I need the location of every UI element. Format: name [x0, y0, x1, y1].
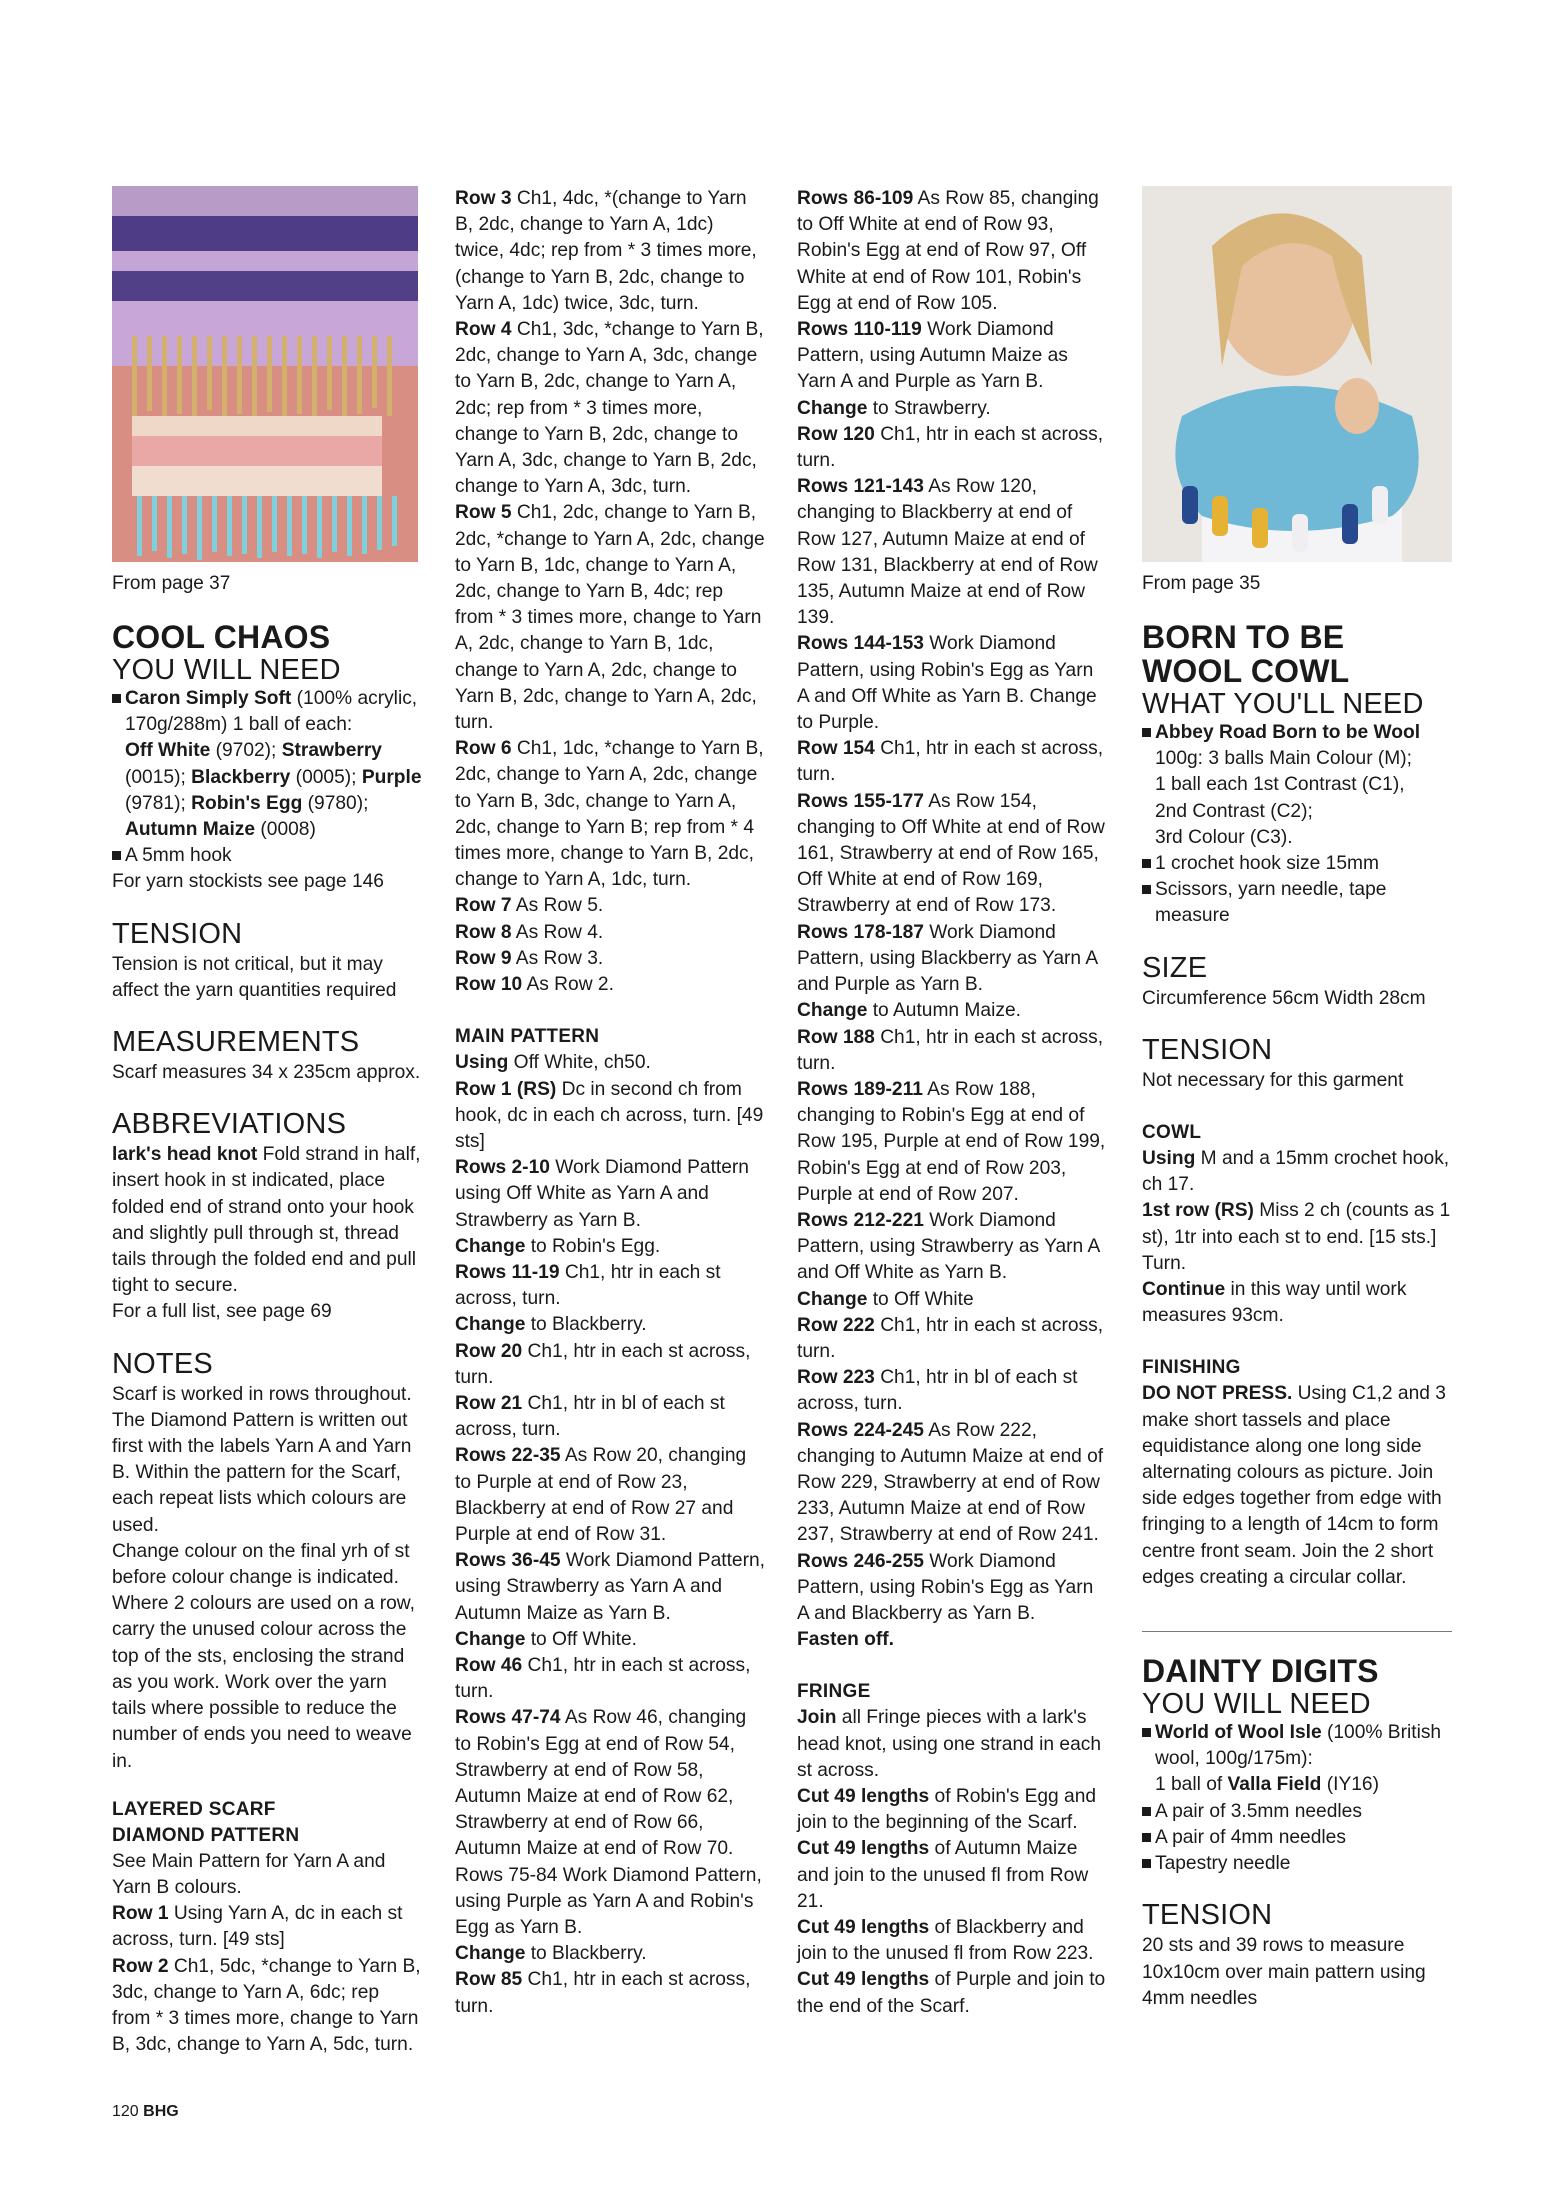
row-label: Change [455, 1314, 526, 1336]
pattern-row [455, 1077, 765, 1156]
section-heading: MAIN PATTERN [455, 1026, 600, 1048]
row-text: Ch1, htr in each st across, turn. [797, 423, 1104, 472]
magazine-name: BHG [143, 2103, 179, 2120]
row-text: of Autumn Maize and join to the unused fl from Row 21. [797, 1838, 1089, 1912]
row-label: Row 188 [797, 1026, 875, 1048]
pattern-row [455, 1941, 765, 1967]
row-label: Change [797, 397, 868, 419]
row-label: Row 1 (RS) [455, 1078, 557, 1100]
row-label: Rows 22-35 [455, 1445, 561, 1467]
row-text: As Row 46, changing to Robin's Egg at end of Row 54, Strawberry at end of Row 58, Autumn Maize at end of Row 62, Strawberry at end of Row 66, Autumn Maize at end of Row 70. [455, 1707, 747, 1860]
row-label: Rows 224-245 [797, 1419, 924, 1441]
row-label: Row 6 [455, 738, 512, 760]
pattern-row [797, 474, 1107, 631]
pattern-row [797, 1915, 1107, 1967]
row-label: Rows 2-10 [455, 1157, 550, 1179]
pattern-row [797, 736, 1107, 788]
row-text: As Row 85, changing to Off White at end of Row 93, Robin's Egg at end of Row 97, Off White at end of Row 101, Robin's Egg at end of Row 105. [797, 188, 1099, 314]
row-label: Rows 189-211 [797, 1078, 923, 1100]
what-youll-need-heading: WHAT YOU'LL NEED [1142, 688, 1424, 720]
row-text: Rows 75-84 Work Diamond Pattern, using Purple as Yarn A and Robin's Egg as Yarn B. [455, 1864, 762, 1938]
row-label: Rows 144-153 [797, 633, 924, 655]
row-text: Work Diamond Pattern using Off White as Yarn A and Strawberry as Yarn B. [455, 1157, 749, 1231]
pattern-row: Continue in this way until work measures 93cm. [1142, 1279, 1407, 1327]
row-text: As Row 120, changing to Blackberry at end of Row 127, Autumn Maize at end of Row 131, Blackberry at end of Row 135, Autumn Maize at end of Row 139. [797, 476, 1098, 629]
row-label: Change [455, 1235, 526, 1257]
row-text: Ch1, 1dc, *change to Yarn B, 2dc, change to Yarn A, 2dc, change to Yarn B, 3dc, change to Yarn A, 2dc, change to Yarn B; rep from * 4 times more, change to Yarn B, 2dc, change to Yarn A, 1dc, turn. [455, 738, 764, 891]
pattern-row [455, 1391, 765, 1443]
row-text: Work Diamond Pattern, using Strawberry as Yarn A and Off White as Yarn B. [797, 1209, 1100, 1284]
pattern-row [455, 1312, 765, 1338]
cowl-photo [1142, 186, 1452, 562]
pattern-row: 1st row (RS) Miss 2 ch (counts as 1 st), 1tr into each st to end. [15 sts.] Turn. [1142, 1200, 1451, 1274]
size-text: Circumference 56cm Width 28cm [1142, 987, 1426, 1009]
tension-text: Tension is not critical, but it may affect the yarn quantities required [112, 953, 397, 1001]
row-text: Ch1, htr in each st across, turn. [797, 1314, 1104, 1362]
scarf-illustration [112, 186, 418, 562]
row-label: Row 9 [455, 947, 512, 969]
pattern-row [455, 1443, 765, 1548]
finishing-text: DO NOT PRESS. Using C1,2 and 3 make short tassels and place equidistance along one long side alternating colours as picture. Join side edges together from edge with fringing to a length of 14cm to form centre front seam. Join the 2 short edges creating a circular collar. [1142, 1383, 1446, 1588]
tension-text: 20 sts and 39 rows to measure 10x10cm over main pattern using 4mm needles [1142, 1935, 1426, 2009]
pattern-column-2 [455, 186, 765, 2020]
cool-chaos-column [112, 186, 422, 2058]
pattern-row [797, 920, 1107, 999]
row-label: Row 120 [797, 423, 875, 445]
materials-list [1142, 1720, 1452, 1877]
pattern-row [797, 1313, 1107, 1365]
row-label: Cut 49 lengths [797, 1969, 930, 1991]
cowl-column [1142, 186, 1452, 2012]
page-number: 120 [112, 2103, 139, 2120]
pattern-row [797, 1549, 1107, 1628]
section-heading: FRINGE [797, 1681, 871, 1703]
row-label: Row 154 [797, 738, 875, 760]
pattern-row [797, 1025, 1107, 1077]
pattern-row [455, 1548, 765, 1627]
pattern-row [797, 1627, 1107, 1653]
row-text: As Row 154, changing to Off White at end of Row 161, Strawberry at end of Row 165, Off White at end of Row 169, Strawberry at end of Row 173. [797, 790, 1105, 917]
spacer [455, 998, 765, 1024]
row-text: As Row 20, changing to Purple at end of Row 23, Blackberry at end of Row 27 and Purple at end of Row 31. [455, 1445, 747, 1545]
notes-paragraph: Change colour on the final yrh of st before colour change is indicated. Where 2 colours are used on a row, carry the unused colour across the top of the sts, enclosing the strand as you work. Work over the yarn tails where possible to reduce the number of ends you need to weave in. [112, 1540, 415, 1772]
pattern-row [455, 946, 765, 972]
list-item: Tapestry needle [1142, 1851, 1452, 1877]
pattern-row: Using M and a 15mm crochet hook, ch 17. [1142, 1148, 1450, 1196]
row-text: of Robin's Egg and join to the beginning of the Scarf. [797, 1785, 1097, 1834]
notes-heading: NOTES [112, 1347, 213, 1380]
page-footer [112, 2103, 179, 2121]
row-label: Change [797, 1288, 868, 1310]
abbreviations-full-list: For a full list, see page 69 [112, 1301, 332, 1323]
row-text: As Row 188, changing to Robin's Egg at end of Row 195, Purple at end of Row 199, Robin's Egg at end of Row 203, Purple at end of Row 207. [797, 1078, 1106, 1205]
cowl-illustration [1142, 186, 1452, 562]
row-text: Work Diamond Pattern, using Blackberry as Yarn A and Purple as Yarn B. [797, 921, 1098, 996]
pattern-row [797, 1418, 1107, 1549]
row-text: Ch1, 3dc, *change to Yarn B, 2dc, change to Yarn A, 3dc, change to Yarn B, 2dc, change to Yarn A, 2dc; rep from * 3 times more, change to Yarn B, 2dc, change to Yarn A, 3dc, change to Yarn B, 2dc, change to Yarn A, 3dc, turn. [455, 319, 764, 498]
pattern-row [455, 186, 765, 317]
pattern-row [797, 422, 1107, 474]
materials-list [1142, 720, 1452, 930]
tension-text: Not necessary for this garment [1142, 1069, 1404, 1091]
from-page-label: From page 35 [1142, 573, 1261, 594]
row-text: Ch1, htr in each st across, turn. [455, 1340, 751, 1388]
row-label: Change [455, 1628, 526, 1650]
row-text: Ch1, htr in each st across, turn. [455, 1969, 751, 2017]
row-text: to Strawberry. [867, 397, 991, 419]
row-text: Off White, ch50. [508, 1052, 651, 1074]
pattern-row [797, 1365, 1107, 1417]
pattern-row [797, 317, 1107, 396]
scarf-photo [112, 186, 418, 562]
pattern-row [797, 631, 1107, 736]
list-item: Abbey Road Born to be Wool 100g: 3 balls Main Colour (M); 1 ball each 1st Contrast (C1), 2nd Contrast (C2); 3rd Colour (C3). [1142, 720, 1452, 851]
row-text: all Fringe pieces with a lark's head knot, using one strand in each st across. [797, 1707, 1102, 1781]
pattern-row [455, 500, 765, 736]
pattern-row [455, 1050, 765, 1076]
stockists-note: For yarn stockists see page 146 [112, 871, 384, 893]
row-label: Row 46 [455, 1654, 523, 1676]
row-text: Ch1, htr in each st across, turn. [797, 1026, 1104, 1074]
row-label: Rows 86-109 [797, 188, 914, 209]
row-text: Ch1, htr in bl of each st across, turn. [455, 1392, 725, 1441]
pattern-row: Row 1 Using Yarn A, dc in each st across, turn. [49 sts] [112, 1903, 403, 1951]
row-label: Row 4 [455, 319, 512, 341]
row-text: Ch1, htr in each st across, turn. [455, 1654, 751, 1703]
row-text: As Row 222, changing to Autumn Maize at end of Row 229, Strawberry at end of Row 233, Autumn Maize at end of Row 237, Strawberry at end of Row 241. [797, 1419, 1104, 1546]
row-text: to Blackberry. [525, 1943, 647, 1965]
row-label: Row 5 [455, 502, 512, 524]
pattern-column-3 [797, 186, 1107, 2020]
section-divider [1142, 1631, 1452, 1632]
row-label: Rows 47-74 [455, 1707, 561, 1729]
list-item: A pair of 3.5mm needles [1142, 1799, 1452, 1825]
size-heading: SIZE [1142, 951, 1208, 984]
row-text: Dc in second ch from hook, dc in each ch across, turn. [49 sts] [455, 1078, 764, 1152]
pattern-title: DAINTY DIGITS [1142, 1653, 1379, 1690]
pattern-row [455, 1967, 765, 2019]
pattern-row [455, 1260, 765, 1312]
notes-paragraph: Scarf is worked in rows throughout. The Diamond Pattern is written out first with the labels Yarn A and Yarn B. Within the pattern for the Scarf, each repeat lists which colours are used. [112, 1383, 412, 1536]
row-text: Ch1, htr in bl of each st across, turn. [797, 1367, 1078, 1415]
list-item: 1 crochet hook size 15mm [1142, 851, 1452, 877]
pattern-title: COOL CHAOS [112, 619, 331, 655]
row-label: Row 222 [797, 1314, 875, 1336]
row-label: Rows 155-177 [797, 790, 924, 812]
spacer [797, 1653, 1107, 1679]
row-text: Work Diamond Pattern, using Autumn Maize as Yarn A and Purple as Yarn B. [797, 319, 1068, 393]
pattern-row [797, 1287, 1107, 1313]
row-label: Row 223 [797, 1367, 875, 1389]
list-item: A pair of 4mm needles [1142, 1825, 1452, 1851]
tension-heading: TENSION [1142, 1033, 1273, 1066]
you-will-need-heading: YOU WILL NEED [112, 654, 341, 686]
abbreviation-entry: lark's head knot Fold strand in half, insert hook in st indicated, place folded end of strand onto your hook and slightly pull through st, thread tails through the folded end and pull tight to secure. [112, 1144, 421, 1297]
pattern-row [455, 1339, 765, 1391]
pattern-title: BORN TO BE WOOL COWL [1142, 619, 1350, 689]
row-text: to Off White. [525, 1628, 637, 1650]
pattern-row [797, 396, 1107, 422]
row-text: of Blackberry and join to the unused fl from Row 223. [797, 1917, 1094, 1965]
tension-heading: TENSION [112, 917, 243, 950]
pattern-row [797, 789, 1107, 920]
diamond-intro: See Main Pattern for Yarn A and Yarn B colours. [112, 1850, 386, 1898]
row-label: Cut 49 lengths [797, 1785, 930, 1807]
row-label: Rows 110-119 [797, 319, 922, 341]
list-item: Caron Simply Soft (100% acrylic, 170g/288m) 1 ball of each: Off White (9702); Strawberry (0015); Blackberry (0005); Purple (9781); Robin's Egg (9780); Autumn Maize (0008) [112, 686, 422, 843]
pattern-row [797, 998, 1107, 1024]
layered-scarf-heading: LAYERED SCARF [112, 1798, 276, 1820]
row-label: Row 10 [455, 974, 523, 996]
row-text: As Row 3. [511, 947, 604, 969]
pattern-row [455, 1705, 765, 1862]
row-text: As Row 5. [511, 895, 604, 917]
pattern-row [455, 1155, 765, 1234]
pattern-row [455, 1863, 765, 1942]
row-text: Ch1, 2dc, change to Yarn B, 2dc, *change to Yarn A, 2dc, change to Yarn B, 1dc, change to Yarn A, 2dc, change to Yarn B, 4dc; rep from * 3 times more, change to Yarn A, 2dc, change to Yarn B, 1dc, change to Yarn A, 2dc, change to Yarn B, 2dc, change to Yarn A, 2dc, turn. [455, 502, 765, 734]
pattern-row [797, 186, 1107, 317]
list-item: A 5mm hook [112, 843, 422, 869]
finishing-heading: FINISHING [1142, 1357, 1241, 1379]
from-page-label: From page 37 [112, 573, 231, 594]
row-text: Work Diamond Pattern, using Robin's Egg as Yarn A and Off White as Yarn B. Change to Purple. [797, 633, 1097, 734]
row-label: Row 8 [455, 921, 512, 943]
row-text: to Robin's Egg. [525, 1235, 661, 1257]
abbreviations-heading: ABBREVIATIONS [112, 1108, 347, 1141]
diamond-pattern-heading: DIAMOND PATTERN [112, 1824, 300, 1846]
pattern-row [797, 1836, 1107, 1915]
row-label: Using [455, 1052, 509, 1074]
pattern-row [455, 893, 765, 919]
pattern-row [797, 1967, 1107, 2019]
list-item: World of Wool Isle (100% British wool, 100g/175m): 1 ball of Valla Field (IY16) [1142, 1720, 1452, 1799]
row-text: Ch1, htr in each st across, turn. [455, 1261, 721, 1310]
row-text: to Blackberry. [525, 1314, 647, 1336]
you-will-need-heading: YOU WILL NEED [1142, 1688, 1371, 1721]
row-label: Rows 36-45 [455, 1550, 561, 1572]
pattern-row [455, 317, 765, 500]
pattern-row [455, 920, 765, 946]
row-text: Ch1, htr in each st across, turn. [797, 738, 1104, 786]
row-text: Ch1, 4dc, *(change to Yarn B, 2dc, change to Yarn A, 1dc) twice, 4dc; rep from * 3 times more, (change to Yarn B, 2dc, change to Yarn A, 1dc) twice, 3dc, turn. [455, 188, 757, 314]
measurements-heading: MEASUREMENTS [112, 1026, 360, 1059]
tension-heading: TENSION [1142, 1899, 1273, 1932]
row-label: Rows 121-143 [797, 476, 924, 498]
row-label: Row 7 [455, 895, 512, 917]
row-text: to Autumn Maize. [867, 1000, 1021, 1022]
pattern-row [455, 1653, 765, 1705]
cowl-heading: COWL [1142, 1122, 1202, 1144]
row-label: Row 20 [455, 1340, 523, 1362]
row-label: Fasten off. [797, 1629, 895, 1651]
pattern-row [455, 1234, 765, 1260]
pattern-row [797, 1784, 1107, 1836]
pattern-row: Row 2 Ch1, 5dc, *change to Yarn B, 3dc, change to Yarn A, 6dc; rep from * 3 times more, change to Yarn B, 3dc, change to Yarn A, 5dc, turn. [112, 1955, 421, 2056]
pattern-row [455, 736, 765, 893]
row-label: Row 85 [455, 1969, 523, 1991]
row-label: Rows 178-187 [797, 921, 924, 943]
materials-list [112, 686, 422, 869]
row-label: Rows 246-255 [797, 1550, 924, 1572]
row-label: Change [455, 1943, 526, 1965]
row-label: Join [797, 1707, 837, 1729]
pattern-row [455, 1627, 765, 1653]
list-item: Scissors, yarn needle, tape measure [1142, 877, 1452, 929]
row-label: Rows 11-19 [455, 1261, 560, 1283]
row-text: Work Diamond Pattern, using Strawberry as Yarn A and Autumn Maize as Yarn B. [455, 1550, 765, 1624]
measurements-text: Scarf measures 34 x 235cm approx. [112, 1062, 421, 1084]
row-text: to Off White [867, 1288, 974, 1310]
row-label: Change [797, 1000, 868, 1022]
row-label: Cut 49 lengths [797, 1838, 930, 1860]
row-text: Work Diamond Pattern, using Robin's Egg as Yarn A and Blackberry as Yarn B. [797, 1550, 1094, 1624]
pattern-row [797, 1705, 1107, 1784]
row-text: As Row 2. [522, 974, 614, 996]
row-text: of Purple and join to the end of the Scarf. [797, 1969, 1106, 2017]
pattern-row [455, 972, 765, 998]
row-label: Cut 49 lengths [797, 1917, 930, 1938]
pattern-row [797, 1208, 1107, 1287]
pattern-row [797, 1077, 1107, 1208]
row-label: Rows 212-221 [797, 1209, 924, 1231]
row-label: Row 3 [455, 188, 512, 209]
row-label: Row 21 [455, 1392, 523, 1414]
row-text: As Row 4. [511, 921, 604, 943]
